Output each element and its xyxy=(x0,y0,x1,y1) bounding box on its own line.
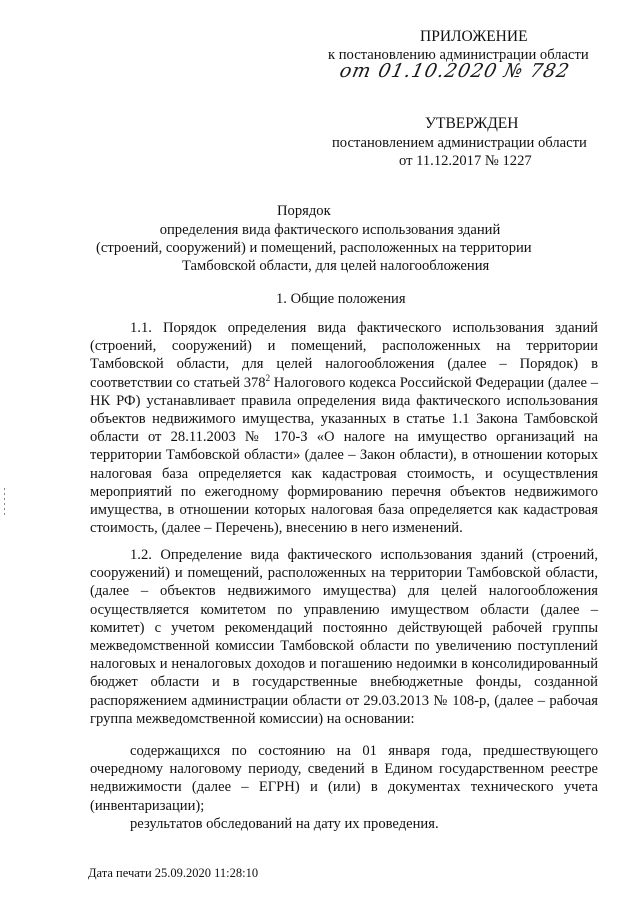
paragraph-1-1-text-a: 1.1. Порядок определения вида фактического использования зданий (строений, сооружений) и помещений, расположенных на территории Тамбовской области, для целей налогообложения (далее – Порядок) в соответствии со статьей 378 xyxy=(90,320,598,391)
approved-line-2: от 11.12.2017 № 1227 xyxy=(399,153,532,169)
paragraph-basis-1 xyxy=(90,742,598,815)
paragraph-1-1-superscript: 2 xyxy=(265,372,271,383)
paragraph-basis-2 xyxy=(90,815,598,833)
paragraph-basis-2-text: результатов обследований на дату их проведения. xyxy=(130,816,439,832)
approved-line-1: постановлением администрации области xyxy=(332,135,587,151)
print-date-footer: Дата печати 25.09.2020 11:28:10 xyxy=(88,866,259,880)
paragraph-1-2-text: 1.2. Определение вида фактического использования зданий (строений, сооружений) и помещений, расположенных на территории Тамбовской области, (далее – объектов недвижимого имущества) для целей налогообложения осуществляется комитетом по управлению имуществом области (далее – комитет) с учетом рекомендаций постоянно действующей рабочей группы межведомственной комиссии Тамбовской области по увеличению поступлений налоговых и неналоговых доходов и погашению недоимки в консолидированный бюджет области и в государственные внебюджетные фонды, созданной распоряжением администрации области от 29.03.2013 № 108-р, (далее – рабочая группа межведомственной комиссии) на основании: xyxy=(90,547,598,727)
appendix-subtitle: к постановлению администрации области xyxy=(328,47,589,63)
document-title: Порядок xyxy=(277,203,331,219)
approved-title: УТВЕРЖДЕН xyxy=(425,115,519,132)
document-subtitle-line-3: Тамбовской области, для целей налогообложения xyxy=(182,258,490,274)
paragraph-1-1-text-b: Налогового кодекса Российской Федерации (далее – НК РФ) устанавливает правила определения вида фактического использования объектов недвижимого имущества, указанных в статье 1.1 Закона Тамбовской области от 28.11.2003 № 170-З «О налоге на имущество организаций на территории Тамбовской области» (далее – Закон области), в отношении которых налоговая база определяется как кадастровая стоимость, и осуществления мероприятий по ежегодному формированию перечня объектов недвижимого имущества, в отношении которых налоговая база определяется как кадастровая стоимость, (далее – Перечень), внесению в него изменений. xyxy=(90,374,599,537)
paragraph-basis-1-text: содержащихся по состоянию на 01 января года, предшествующего очередному налоговому периоду, сведений в Едином государственном реестре недвижимости (далее – ЕГРН) и (или) в документах технического учета (инвентаризации); xyxy=(90,743,598,814)
paragraph-1-1 xyxy=(90,319,598,537)
document-subtitle-line-2: (строений, сооружений) и помещений, расположенных на территории xyxy=(96,240,532,256)
margin-scan-mark xyxy=(4,488,5,518)
handwritten-date-number: от 01.10.2020 № 782 xyxy=(337,60,572,82)
section-title: 1. Общие положения xyxy=(276,291,406,307)
appendix-title: ПРИЛОЖЕНИЕ xyxy=(420,28,528,45)
paragraph-1-2 xyxy=(90,546,598,728)
document-subtitle-line-1: определения вида фактического использования зданий xyxy=(159,222,501,238)
